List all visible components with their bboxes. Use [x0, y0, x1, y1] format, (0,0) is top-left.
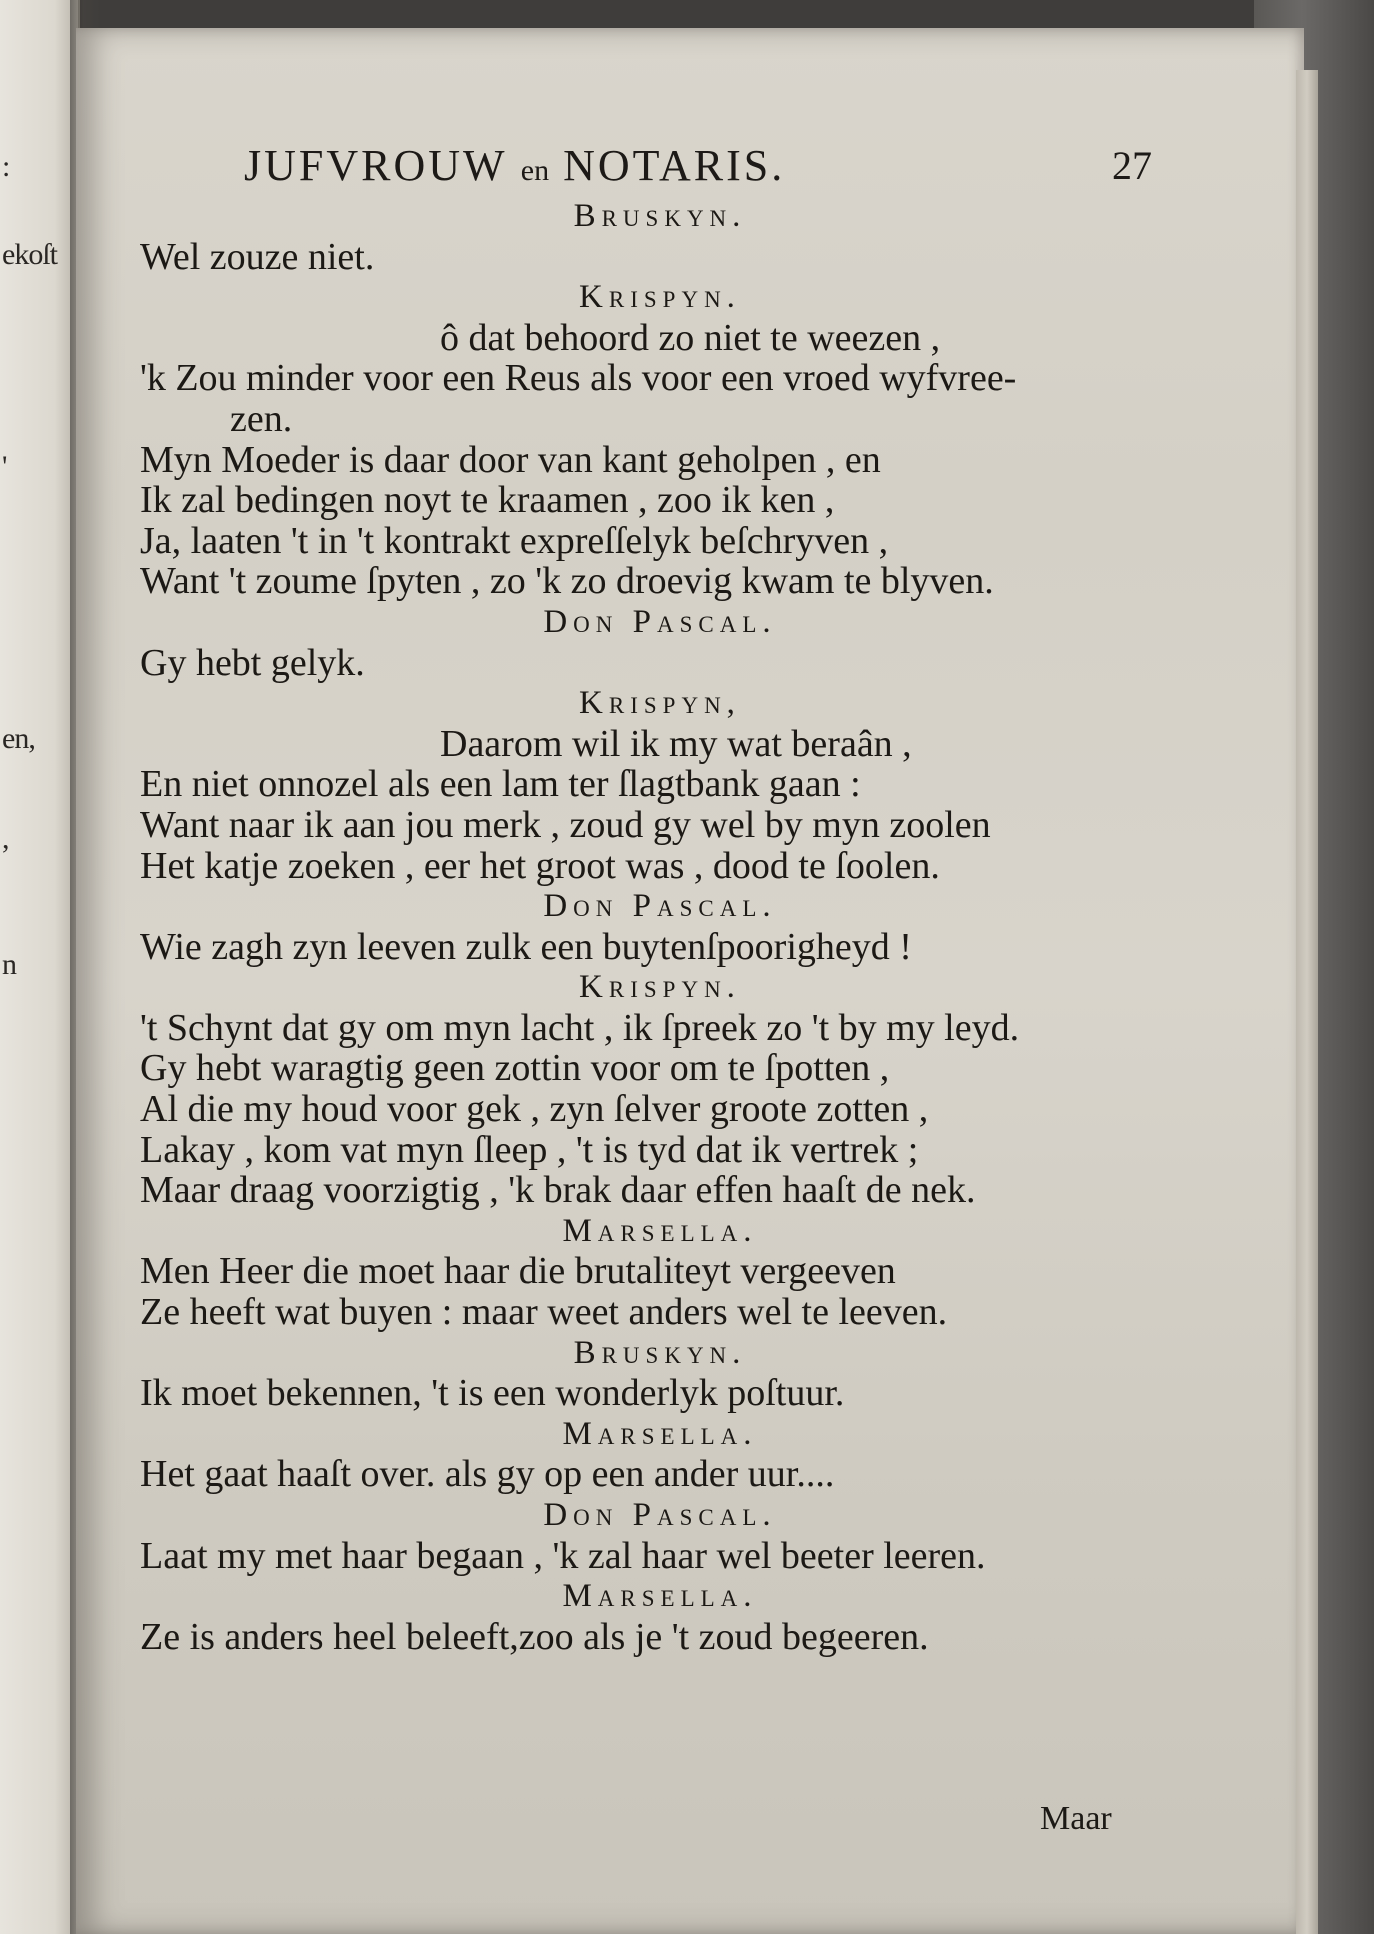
verse-line: Ik moet bekennen, 't is een wonderlyk poſtuur.: [140, 1372, 845, 1415]
speaker-name: Marsella.: [562, 1578, 758, 1615]
verse-line: 'k Zou minder voor een Reus als voor een vroed wyfvree-: [140, 357, 1017, 400]
page-edge: [1296, 70, 1318, 1934]
left-page-fragment: :: [2, 150, 10, 183]
verse-line: Het gaat haaſt over. als gy op een ander uur....: [140, 1453, 835, 1496]
verse-line: Gy hebt waragtig geen zottin voor om te ſpotten ,: [140, 1047, 890, 1090]
running-head-connector: en: [520, 154, 550, 187]
verse-line: 't Schynt dat gy om myn lacht , ik ſpreek zo 't by my leyd.: [140, 1006, 1020, 1049]
verse-line: Ze is anders heel beleeft,zoo als je 't zoud begeeren.: [140, 1615, 929, 1658]
verse-line: Lakay , kom vat myn ſleep , 't is tyd dat ik vertrek ;: [140, 1128, 919, 1171]
speaker-name: Krispyn.: [579, 969, 741, 1006]
left-page-fragment: ': [2, 450, 7, 483]
speaker-name: Krispyn.: [579, 279, 741, 316]
catchword: Maar: [1040, 1800, 1112, 1837]
speaker-name: Marsella.: [562, 1212, 758, 1249]
speaker-name: Don Pascal.: [543, 603, 777, 640]
speaker-name: Bruskyn.: [573, 198, 747, 234]
verse-line: Daarom wil ik my wat beraân ,: [440, 722, 912, 765]
verse-line: Ja, laaten 't in 't kontrakt expreſſelyk beſchryven ,: [140, 519, 889, 562]
left-page-fragment: ekoſt: [2, 238, 57, 271]
speaker-name: Krispyn,: [579, 685, 741, 722]
verse-line: Ze heeft wat buyen : maar weet anders wel te leeven.: [140, 1291, 948, 1334]
verse-line: Wie zagh zyn leeven zulk een buytenſpoorigheyd !: [140, 925, 912, 968]
play-text: [140, 196, 1150, 1657]
verse-line: Laat my met haar begaan , 'k zal haar wel beeter leeren.: [140, 1534, 986, 1577]
running-head-part2: NOTARIS.: [563, 141, 786, 190]
running-head-part1: JUFVROUW: [244, 141, 507, 190]
verse-line: Gy hebt gelyk.: [140, 641, 365, 684]
verse-line: zen.: [230, 397, 293, 440]
left-page-fragment: n: [2, 948, 16, 981]
verse-line: Ik zal bedingen noyt te kraamen , zoo ik ken ,: [140, 479, 835, 522]
speaker-name: Don Pascal.: [543, 888, 777, 925]
speaker-name: Don Pascal.: [543, 1497, 777, 1533]
verse-line: Myn Moeder is daar door van kant geholpen , en: [140, 438, 881, 481]
left-facing-page: [0, 0, 80, 1934]
left-page-fragment: ,: [2, 822, 9, 855]
verse-line: Wel zouze niet.: [140, 235, 375, 278]
verse-line: Al die my houd voor gek , zyn ſelver groote zotten ,: [140, 1088, 929, 1131]
verse-line: En niet onnozel als een lam ter ſlagtbank gaan :: [140, 763, 861, 806]
page-number: 27: [1112, 143, 1152, 188]
left-page-fragment: en,: [2, 722, 35, 755]
speaker-name: Marsella.: [562, 1415, 758, 1452]
verse-line: Want naar ik aan jou merk , zoud gy wel by myn zoolen: [140, 803, 991, 846]
speaker-name: Bruskyn.: [573, 1334, 747, 1371]
running-head: [244, 140, 785, 191]
verse-line: Maar draag voorzigtig , 'k brak daar effen haaſt de nek.: [140, 1169, 976, 1212]
verse-line: ô dat behoord zo niet te weezen ,: [440, 316, 941, 359]
verse-line: Want 't zoume ſpyten , zo 'k zo droevig kwam te blyven.: [140, 560, 994, 603]
verse-line: Het katje zoeken , eer het groot was , dood te ſoolen.: [140, 844, 940, 887]
verse-line: Men Heer die moet haar die brutaliteyt vergeeven: [140, 1250, 896, 1293]
